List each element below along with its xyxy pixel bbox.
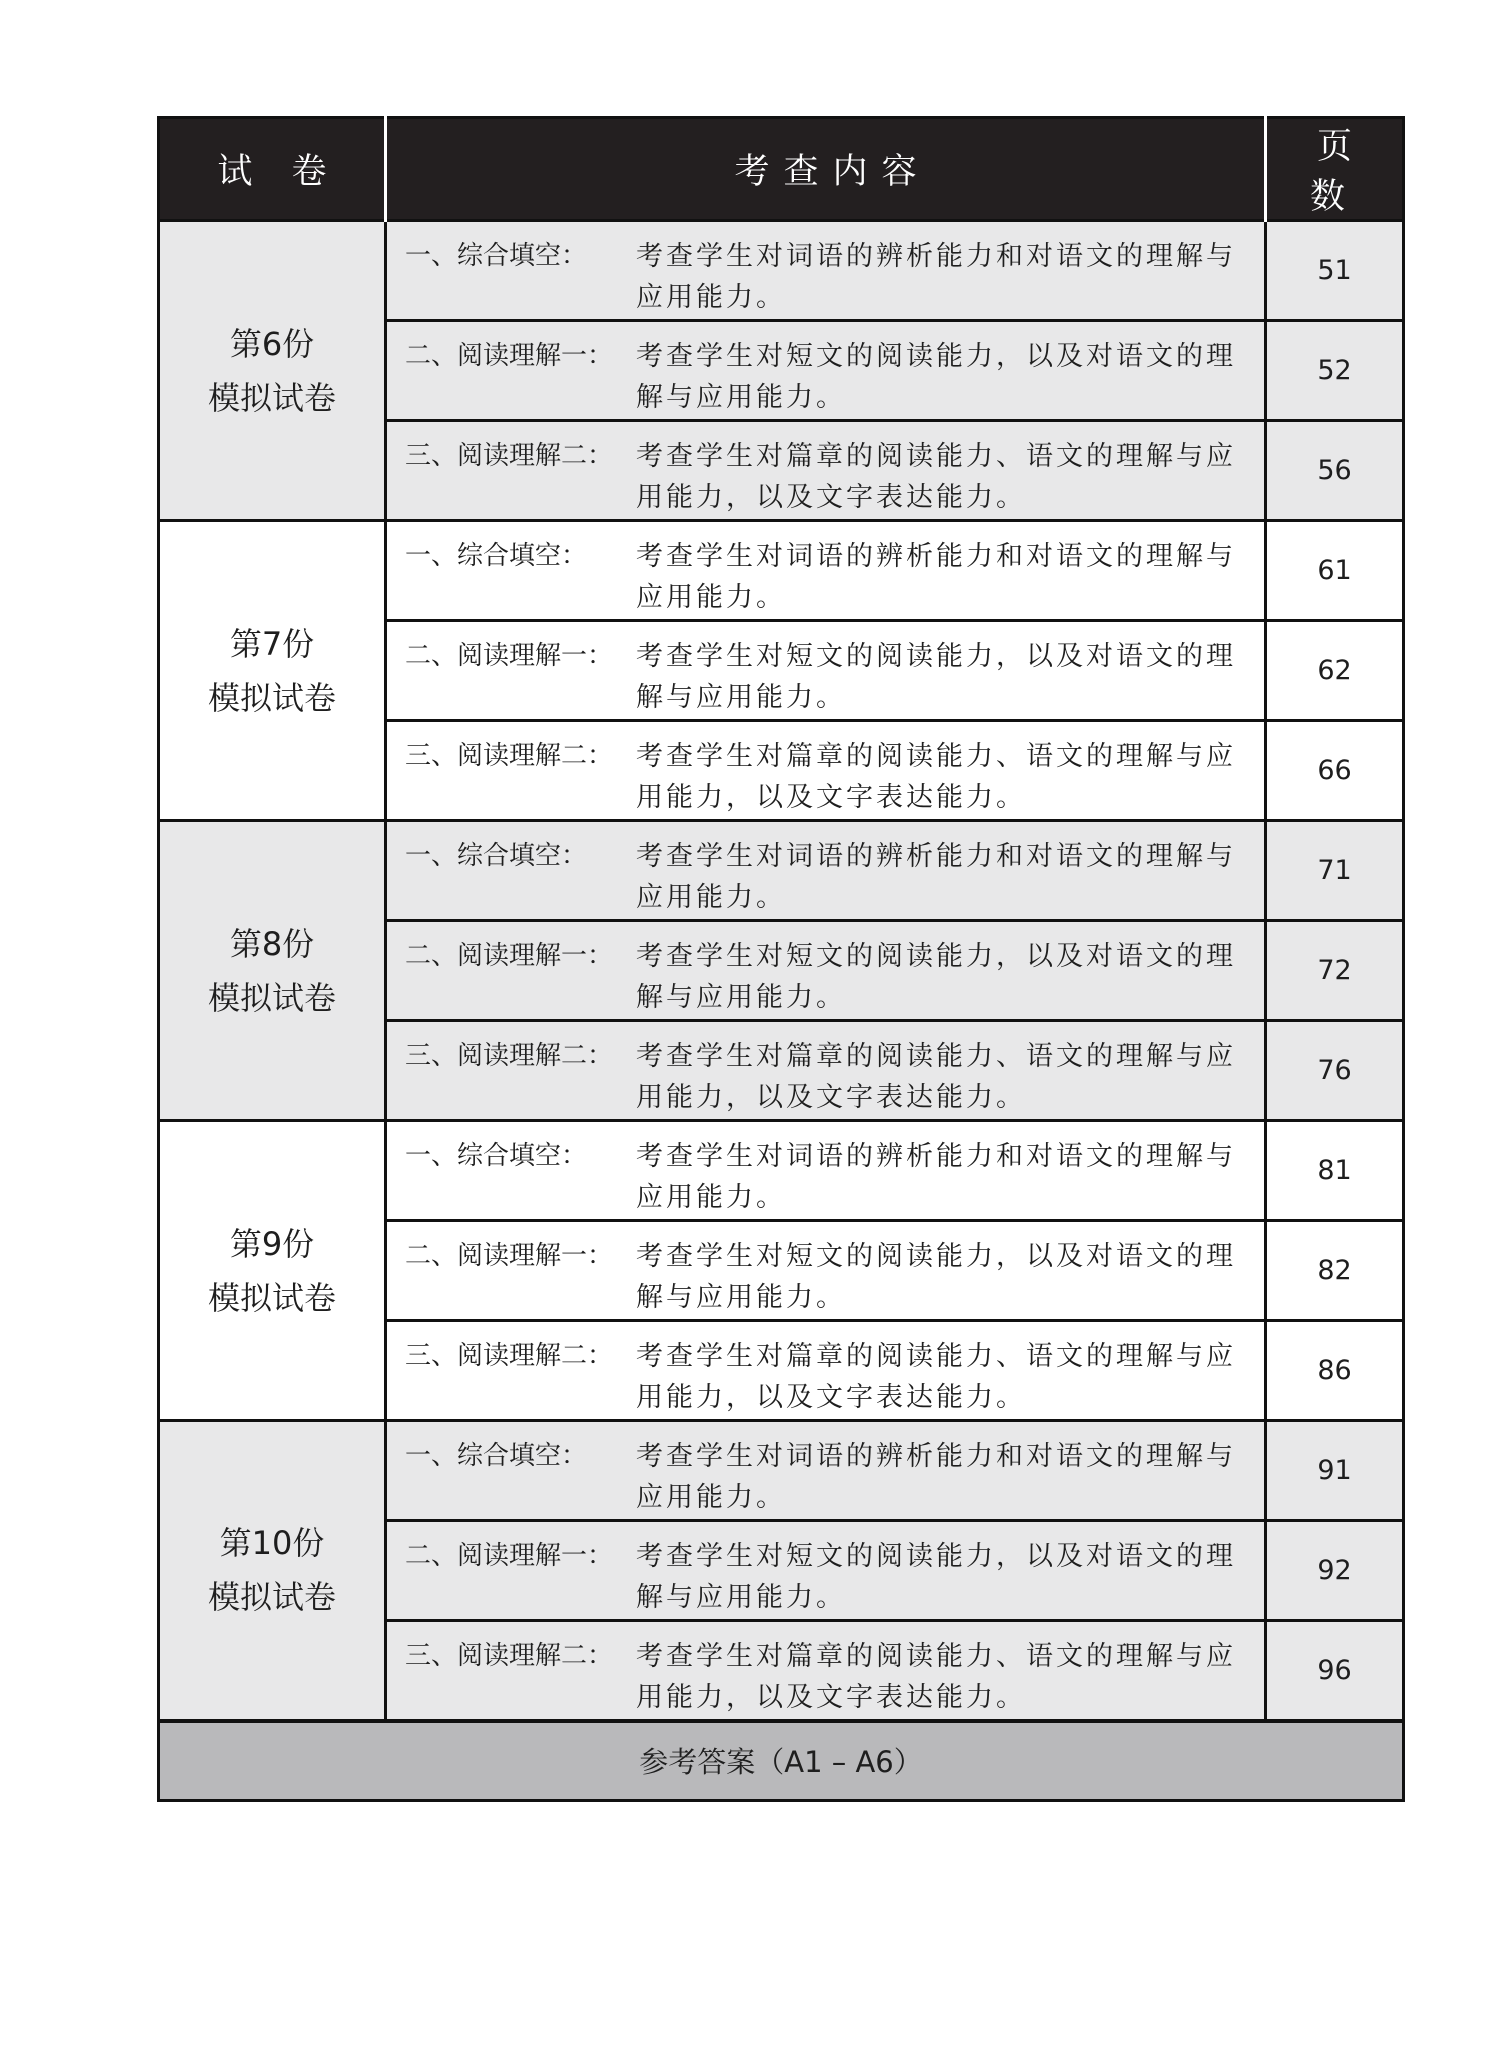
content-cell [386, 1121, 1266, 1221]
page-number: 72 [1266, 921, 1404, 1021]
content-cell [386, 221, 1266, 321]
section-label: 三、阅读理解二： [405, 1341, 614, 1371]
page-number: 51 [1266, 221, 1404, 321]
section-label: 二、阅读理解一： [405, 341, 614, 371]
section-label: 一、综合填空： [405, 841, 588, 871]
content-cell [386, 721, 1266, 821]
page-number: 56 [1266, 421, 1404, 521]
page-number: 81 [1266, 1121, 1404, 1221]
page-number: 71 [1266, 821, 1404, 921]
section-description: 考查学生对词语的辨析能力和对语文的理解与应用能力。 [636, 241, 1236, 313]
content-cell [386, 521, 1266, 621]
header-content: 考查内容 [386, 118, 1266, 221]
page-number: 62 [1266, 621, 1404, 721]
section-label: 一、综合填空： [405, 1441, 588, 1471]
section-label: 二、阅读理解一： [405, 641, 614, 671]
paper-type: 模拟试卷 [207, 378, 336, 417]
page-number: 66 [1266, 721, 1404, 821]
section-description: 考查学生对短文的阅读能力，以及对语文的理解与应用能力。 [636, 941, 1236, 1013]
paper-number: 第10份 [219, 1524, 325, 1563]
paper-type: 模拟试卷 [207, 1578, 336, 1617]
header-pages: 页 数 [1266, 118, 1404, 221]
content-cell [386, 621, 1266, 721]
header-paper: 试 卷 [159, 118, 386, 221]
section-description: 考查学生对篇章的阅读能力、语文的理解与应用能力，以及文字表达能力。 [636, 741, 1236, 813]
paper-cell [159, 1121, 386, 1421]
section-label: 二、阅读理解一： [405, 1541, 614, 1571]
paper-cell [159, 521, 386, 821]
content-cell [386, 1021, 1266, 1121]
content-cell [386, 921, 1266, 1021]
content-cell [386, 1521, 1266, 1621]
page-number: 86 [1266, 1321, 1404, 1421]
section-label: 二、阅读理解一： [405, 1241, 614, 1271]
content-cell [386, 321, 1266, 421]
section-label: 一、综合填空： [405, 241, 588, 271]
section-description: 考查学生对短文的阅读能力，以及对语文的理解与应用能力。 [636, 341, 1236, 413]
table-row [159, 1421, 1404, 1521]
section-description: 考查学生对词语的辨析能力和对语文的理解与应用能力。 [636, 1441, 1236, 1513]
page-number: 96 [1266, 1621, 1404, 1721]
section-label: 一、综合填空： [405, 541, 588, 571]
content-cell [386, 1621, 1266, 1721]
section-description: 考查学生对短文的阅读能力，以及对语文的理解与应用能力。 [636, 1241, 1236, 1313]
table-row [159, 821, 1404, 921]
paper-cell [159, 821, 386, 1121]
section-label: 二、阅读理解一： [405, 941, 614, 971]
page-number: 91 [1266, 1421, 1404, 1521]
section-description: 考查学生对词语的辨析能力和对语文的理解与应用能力。 [636, 541, 1236, 613]
section-label: 三、阅读理解二： [405, 441, 614, 471]
page-number: 52 [1266, 321, 1404, 421]
paper-number: 第9份 [229, 1224, 315, 1263]
paper-cell [159, 221, 386, 521]
section-label: 一、综合填空： [405, 1141, 588, 1171]
paper-type: 模拟试卷 [207, 678, 336, 717]
table-row [159, 521, 1404, 621]
paper-number: 第7份 [229, 624, 315, 663]
page-number: 61 [1266, 521, 1404, 621]
section-description: 考查学生对短文的阅读能力，以及对语文的理解与应用能力。 [636, 1541, 1236, 1613]
table-row [159, 1121, 1404, 1221]
section-description: 考查学生对篇章的阅读能力、语文的理解与应用能力，以及文字表达能力。 [636, 1341, 1236, 1413]
section-description: 考查学生对篇章的阅读能力、语文的理解与应用能力，以及文字表达能力。 [636, 1041, 1236, 1113]
page-number: 82 [1266, 1221, 1404, 1321]
paper-number: 第8份 [229, 924, 315, 963]
section-description: 考查学生对短文的阅读能力，以及对语文的理解与应用能力。 [636, 641, 1236, 713]
content-cell [386, 1321, 1266, 1421]
content-cell [386, 1421, 1266, 1521]
content-cell [386, 821, 1266, 921]
paper-type: 模拟试卷 [207, 1278, 336, 1317]
content-cell [386, 1221, 1266, 1321]
paper-number: 第6份 [229, 324, 315, 363]
section-description: 考查学生对篇章的阅读能力、语文的理解与应用能力，以及文字表达能力。 [636, 441, 1236, 513]
paper-type: 模拟试卷 [207, 978, 336, 1017]
contents-table [157, 116, 1405, 1802]
footer-row [159, 1721, 1404, 1801]
table-row [159, 221, 1404, 321]
section-label: 三、阅读理解二： [405, 1041, 614, 1071]
header-row [159, 118, 1404, 221]
answer-key-label: 参考答案（A1 – A6） [159, 1721, 1404, 1801]
table-body [159, 221, 1404, 1721]
content-cell [386, 421, 1266, 521]
section-label: 三、阅读理解二： [405, 1641, 614, 1671]
page-number: 76 [1266, 1021, 1404, 1121]
section-label: 三、阅读理解二： [405, 741, 614, 771]
section-description: 考查学生对词语的辨析能力和对语文的理解与应用能力。 [636, 1141, 1236, 1213]
page-number: 92 [1266, 1521, 1404, 1621]
paper-cell [159, 1421, 386, 1721]
section-description: 考查学生对词语的辨析能力和对语文的理解与应用能力。 [636, 841, 1236, 913]
section-description: 考查学生对篇章的阅读能力、语文的理解与应用能力，以及文字表达能力。 [636, 1641, 1236, 1713]
